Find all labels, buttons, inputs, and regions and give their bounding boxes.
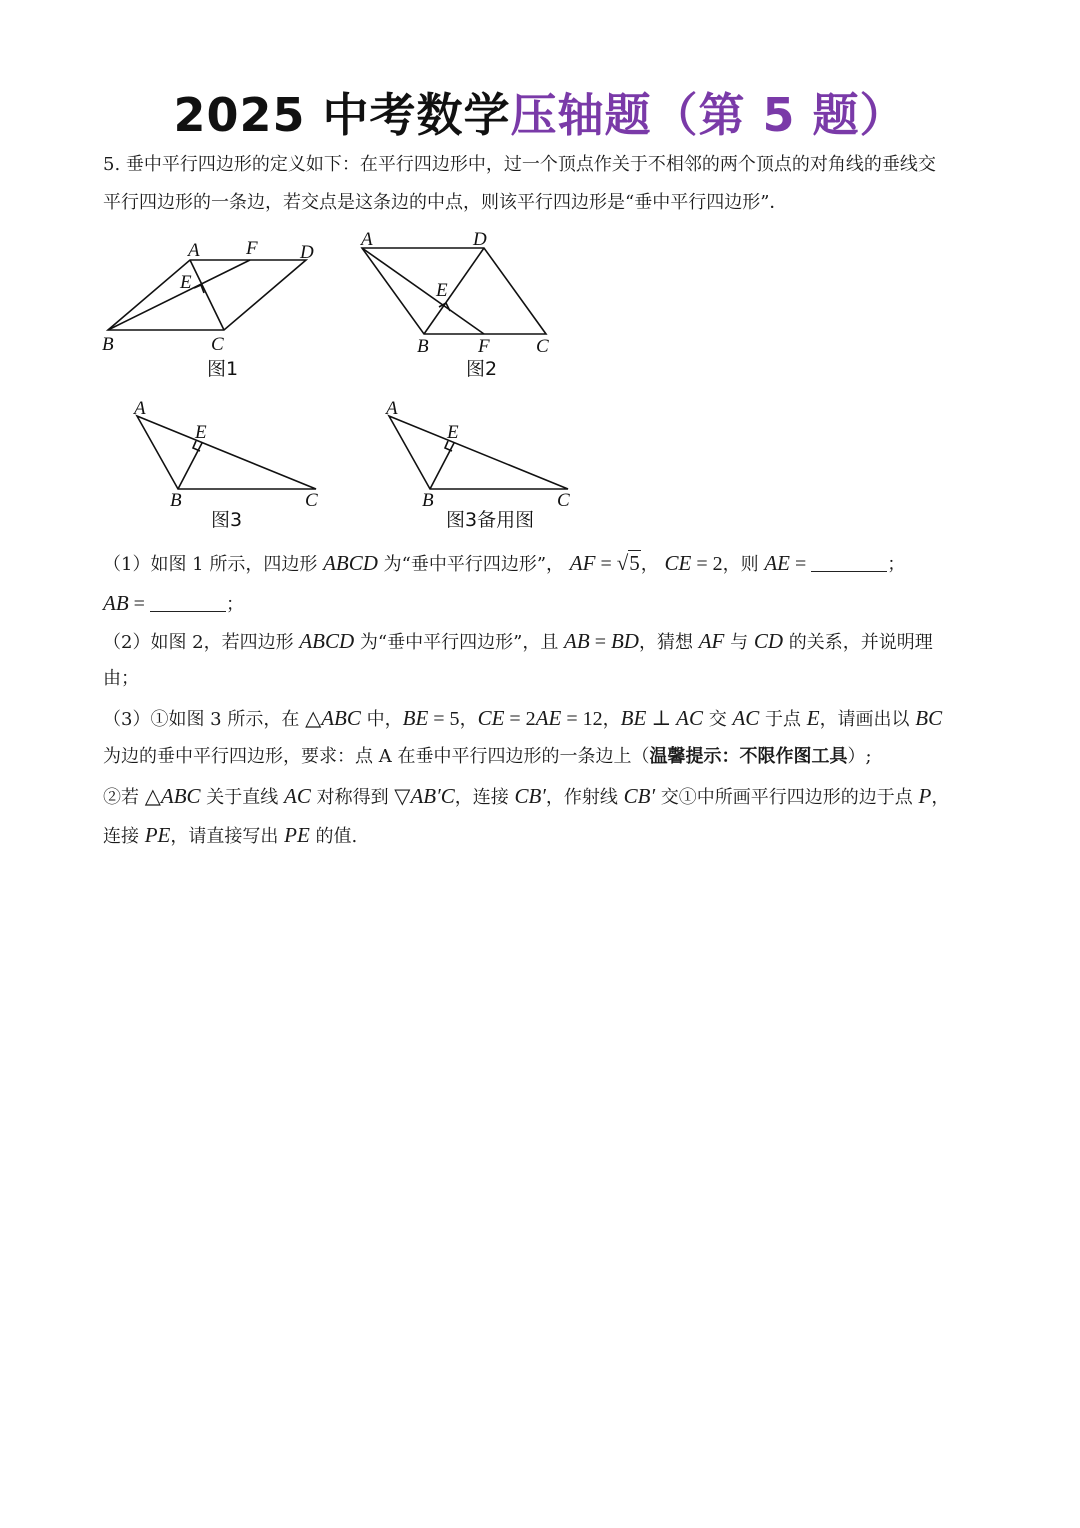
q2-bd: BD <box>610 629 639 653</box>
q3-line3d: ，连接 <box>454 787 515 808</box>
q3-mid: 中， <box>360 709 403 730</box>
q2-rest: 的关系，并说明理 <box>783 632 933 653</box>
figure-1 <box>102 238 314 380</box>
q3-line-3 <box>103 777 983 817</box>
title-part-year: 2025 中考数学 <box>173 88 511 142</box>
fig1-segment-bf <box>108 260 250 330</box>
fig3-caption: 图3 <box>211 509 243 531</box>
q3-ac-2: AC <box>284 784 311 808</box>
q1-ae: AE <box>764 551 790 575</box>
q3-triangle-abc: △ABC <box>305 706 361 730</box>
q3-pe-1: PE <box>144 823 171 847</box>
fig3b-label-a: A <box>386 398 398 419</box>
q1-mid: 为“垂中平行四边形”， <box>377 554 565 575</box>
fig2-label-d: D <box>473 229 487 250</box>
fig3b-label-e: E <box>447 422 459 443</box>
q1-answer-blank-ae[interactable] <box>811 553 887 572</box>
q3-line4a: 连接 <box>103 826 145 847</box>
q1-end1: ； <box>887 554 906 575</box>
fig2-caption: 图2 <box>466 358 498 380</box>
q3-at: 于点 <box>759 709 807 730</box>
q3-line3c: 对称得到 <box>310 787 395 808</box>
q1-then: ，则 <box>722 554 765 575</box>
definition-line-2: 平行四边形的一条边，若交点是这条边的中点，则该平行四边形是“垂中平行四边形”． <box>103 192 788 213</box>
fig1-diagonal-ac <box>190 260 224 330</box>
q3-ac: AC <box>732 706 760 730</box>
q3-line3b: 关于直线 <box>200 787 284 808</box>
q1-ab: AB <box>103 591 129 615</box>
q3-sep2: ， <box>602 709 621 730</box>
q2-prefix: （2）如图 2，若四边形 <box>103 632 300 653</box>
fig2-label-c: C <box>536 336 549 357</box>
fig3-triangle <box>137 416 316 489</box>
q3-line3a: ②若 <box>103 787 145 808</box>
q3-sep: ， <box>459 709 478 730</box>
q2-cd: CD <box>753 629 784 653</box>
fig2-segment-af <box>362 248 484 334</box>
q3-ask: ，请画出以 <box>819 709 916 730</box>
q1-abcd: ABCD <box>323 551 378 575</box>
q1-end2: ； <box>225 594 244 615</box>
fig3b-label-b: B <box>422 490 434 511</box>
definition-line-1: 5. 垂中平行四边形的定义如下：在平行四边形中，过一个顶点作关于不相邻的两个顶点的对角线的垂线交 <box>103 154 936 175</box>
q3-ae: AE <box>535 706 562 730</box>
q3-point-p: P <box>918 784 932 808</box>
q3-line2b: ）; <box>847 746 872 767</box>
q3-eq1: = 5 <box>428 708 460 730</box>
q1-sqrt: √5 <box>616 551 640 575</box>
fig3b-label-c: C <box>557 490 570 511</box>
fig2-diagonal-bd <box>424 248 484 334</box>
q2-abcd: ABCD <box>299 629 355 653</box>
q2-mid: 为“垂中平行四边形”，且 <box>354 632 565 653</box>
q2-line-1 <box>103 622 983 662</box>
q1-eq2: = 2 <box>691 553 723 575</box>
fig3-label-e: E <box>195 422 207 443</box>
q3-cross: 交 <box>702 709 733 730</box>
q3-line3e: ，作射线 <box>545 787 624 808</box>
q2-line-2: 由； <box>103 668 139 689</box>
fig3-label-a: A <box>134 398 146 419</box>
fig1-label-b: B <box>102 334 114 355</box>
q3-bc: BC <box>915 706 943 730</box>
q1-af: AF <box>569 551 596 575</box>
q1-sqrt-value: 5 <box>629 551 640 575</box>
fig2-label-b: B <box>417 336 429 357</box>
fig1-caption: 图1 <box>207 358 239 380</box>
q1-answer-blank-ab[interactable] <box>150 593 226 612</box>
fig3-label-c: C <box>305 490 318 511</box>
q3-line3f: 交①中所画平行四边形的边于点 <box>655 787 919 808</box>
q1-sep1: ， <box>640 554 659 575</box>
fig1-label-c: C <box>211 334 224 355</box>
title-part-highlight: 压轴题 <box>510 88 652 142</box>
fig2-label-a: A <box>361 229 373 250</box>
q1-line-2 <box>103 584 983 624</box>
q3-eq2: = 2 <box>504 708 536 730</box>
q3-point-e: E <box>806 706 820 730</box>
fig1-label-a: A <box>188 240 200 261</box>
q3-line4b: ，请直接写出 <box>170 826 285 847</box>
q3-cb-prime-2: CB′ <box>623 784 656 808</box>
q3-line-2 <box>103 738 983 776</box>
q3-hint: 温馨提示：不限作图工具 <box>649 746 848 767</box>
fig3-label-b: B <box>170 490 182 511</box>
fig3b-triangle <box>389 416 568 489</box>
q1-ce: CE <box>664 551 692 575</box>
q3-triangle-abc-2: △ABC <box>144 784 201 808</box>
q3-prefix: （3）①如图 3 所示，在 <box>103 709 306 730</box>
fig1-label-e: E <box>180 272 192 293</box>
title-part-number: （第 5 题） <box>651 88 907 142</box>
q1-prefix: （1）如图 1 所示，四边形 <box>103 554 324 575</box>
q2-eq: = <box>589 631 611 653</box>
q3-be: BE <box>402 706 429 730</box>
fig3b-caption: 图3备用图 <box>446 509 535 531</box>
q3-eq3: = 12 <box>561 708 603 730</box>
q3-line2a: 为边的垂中平行四边形，要求：点 A 在垂中平行四边形的一条边上（ <box>103 746 650 767</box>
q3-perp: BE ⊥ AC <box>620 706 703 730</box>
q3-triangle-ab-prime-c: ▽AB′C <box>394 784 455 808</box>
figure-2 <box>359 229 549 380</box>
fig1-label-f: F <box>246 238 258 259</box>
q3-line3g: ， <box>931 787 950 808</box>
q2-ab: AB <box>564 629 590 653</box>
fig2-label-f: F <box>478 336 490 357</box>
fig2-label-e: E <box>436 280 448 301</box>
q2-af: AF <box>698 629 725 653</box>
figure-3-backup <box>384 398 570 531</box>
q1-eq1: = <box>595 553 617 575</box>
q3-line-1 <box>103 699 983 739</box>
q1-eq3: = <box>790 553 812 575</box>
q3-pe-2: PE <box>284 823 310 847</box>
figures-area <box>0 0 1080 540</box>
q3-line4c: 的值. <box>309 826 358 847</box>
q1-eq4: = <box>128 593 150 615</box>
q3-ce: CE <box>477 706 505 730</box>
q2-and: 与 <box>724 632 754 653</box>
q3-cb-prime-1: CB′ <box>514 784 546 808</box>
q3-line-4 <box>103 816 983 856</box>
fig1-label-d: D <box>300 242 314 263</box>
q1-line-1 <box>103 544 983 584</box>
q2-guess: ，猜想 <box>638 632 699 653</box>
figure-3 <box>132 398 318 531</box>
